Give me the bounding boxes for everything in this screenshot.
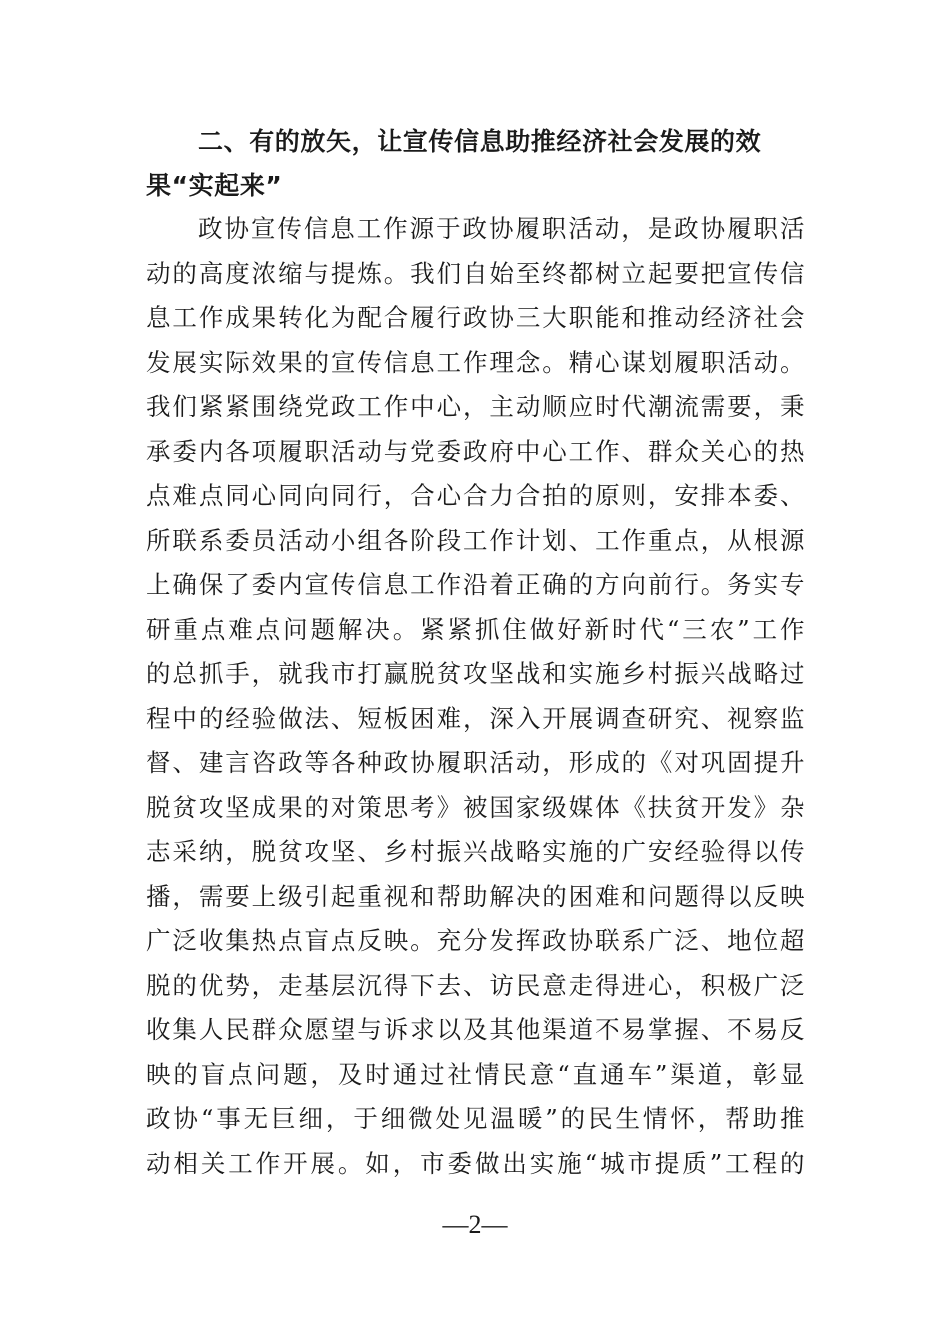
paragraph-line: 收集人民群众愿望与诉求以及其他渠道不易掌握、不易反 <box>146 1015 806 1044</box>
paragraph-line: 广泛收集热点盲点反映。充分发挥政协联系广泛、地位超 <box>146 926 806 955</box>
paragraph-line: 动的高度浓缩与提炼。我们自始至终都树立起要把宣传信 <box>146 258 806 288</box>
paragraph-line: 政协宣传信息工作源于政协履职活动，是政协履职活 <box>198 214 806 243</box>
paragraph-line: 上确保了委内宣传信息工作沿着正确的方向前行。务实专 <box>146 570 806 599</box>
paragraph-line: 映的盲点问题，及时通过社情民意“直通车”渠道，彰显 <box>146 1059 806 1089</box>
body-paragraph <box>146 207 806 1186</box>
paragraph-line: 脱的优势，走基层沉得下去、访民意走得进心，积极广泛 <box>146 970 806 1000</box>
paragraph-line: 所联系委员活动小组各阶段工作计划、工作重点，从根源 <box>146 525 806 555</box>
paragraph-line: 的总抓手，就我市打赢脱贫攻坚战和实施乡村振兴战略过 <box>146 659 806 688</box>
paragraph-line: 程中的经验做法、短板困难，深入开展调查研究、视察监 <box>146 703 806 733</box>
paragraph-line: 动相关工作开展。如，市委做出实施“城市提质”工程的 <box>146 1148 806 1178</box>
page-number: —2— <box>442 1210 508 1239</box>
paragraph-line: 研重点难点问题解决。紧紧抓住做好新时代“三农”工作 <box>146 614 806 644</box>
paragraph-line: 点难点同心同向同行，合心合力合拍的原则，安排本委、 <box>146 481 806 510</box>
section-heading: 二、有的放矢，让宣传信息助推经济社会发展的效果“实起来” <box>146 127 762 200</box>
paragraph-line: 承委内各项履职活动与党委政府中心工作、群众关心的热 <box>146 436 806 466</box>
paragraph-line: 发展实际效果的宣传信息工作理念。精心谋划履职活动。 <box>146 347 806 377</box>
paragraph-line: 脱贫攻坚成果的对策思考》被国家级媒体《扶贫开发》杂 <box>146 792 806 822</box>
paragraph-line: 我们紧紧围绕党政工作中心，主动顺应时代潮流需要，秉 <box>146 392 806 421</box>
paragraph-line: 息工作成果转化为配合履行政协三大职能和推动经济社会 <box>146 303 806 332</box>
paragraph-line: 播，需要上级引起重视和帮助解决的困难和问题得以反映 <box>146 881 806 911</box>
paragraph-line: 督、建言咨政等各种政协履职活动，形成的《对巩固提升 <box>146 748 806 777</box>
paragraph-line: 政协“事无巨细，于细微处见温暖”的民生情怀，帮助推 <box>146 1104 806 1133</box>
paragraph-line: 志采纳，脱贫攻坚、乡村振兴战略实施的广安经验得以传 <box>146 837 806 866</box>
